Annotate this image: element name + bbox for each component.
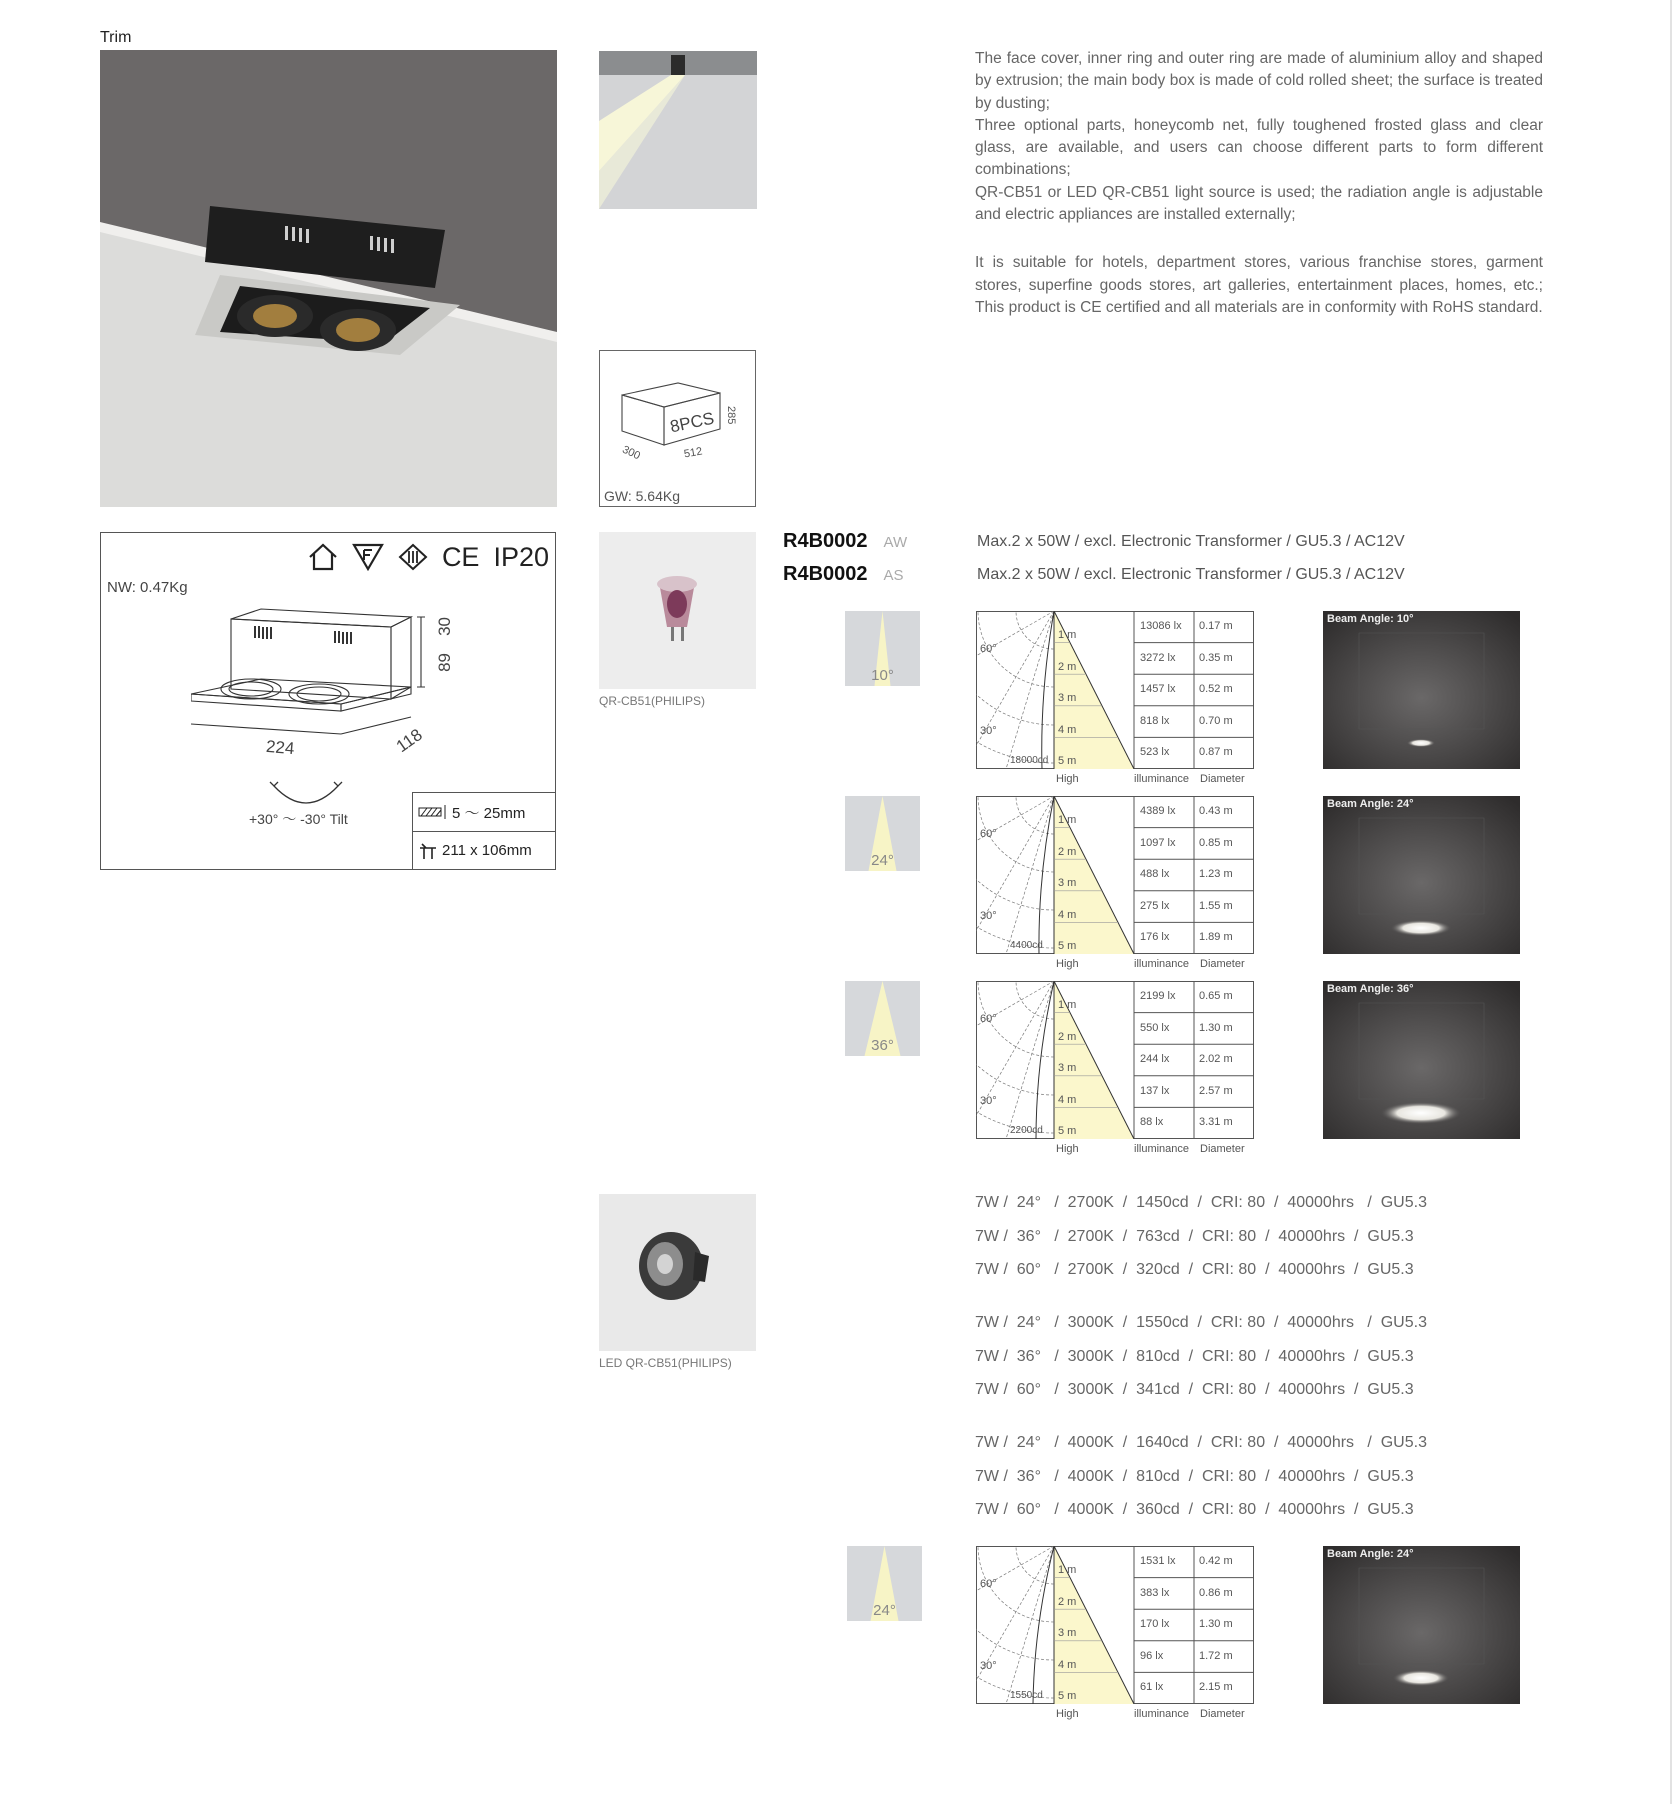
distance-label: 3 m — [1058, 1627, 1077, 1640]
dimension-length: 224 — [265, 736, 296, 759]
indoor-house-icon — [308, 543, 338, 571]
led-spec-line: 7W / 24° / 4000K / 1640cd / CRI: 80 / 40000hrs / GU5.3 — [975, 1434, 1427, 1451]
model-suffix: AW — [883, 534, 908, 551]
illuminance-value: 818 lx — [1140, 714, 1170, 727]
illuminance-value: 137 lx — [1140, 1084, 1170, 1097]
description-paragraph: QR-CB51 or LED QR-CB51 light source is used; the radiation angle is adjustable and electric appliances are installed externally; — [975, 183, 1543, 224]
distance-label: 4 m — [1058, 1093, 1077, 1106]
tilt-range: +30° ～ -30° Tilt — [249, 811, 348, 827]
ce-mark: CE — [441, 541, 480, 572]
photometric-table — [976, 1546, 1254, 1720]
led-spec-line: 7W / 60° / 2700K / 320cd / CRI: 80 / 40000hrs / GU5.3 — [975, 1261, 1414, 1278]
beam-angle-photo — [1323, 796, 1520, 954]
photometric-table — [976, 611, 1254, 785]
distance-label: 1 m — [1058, 814, 1077, 826]
net-weight: NW: 0.47Kg — [107, 579, 188, 596]
model-suffix: AS — [883, 567, 904, 584]
distance-label: 1 m — [1058, 999, 1077, 1011]
illuminance-value: 170 lx — [1140, 1618, 1170, 1631]
distance-label: 1 m — [1058, 1564, 1077, 1576]
lamp-photo — [599, 532, 756, 689]
high-label: High — [1056, 773, 1079, 785]
angle-30-label: 30° — [980, 1660, 997, 1672]
photometric-table — [976, 796, 1254, 970]
diameter-value: 2.57 m — [1199, 1084, 1233, 1097]
dimension-height-b: 89 — [435, 653, 454, 672]
distance-label: 2 m — [1058, 1030, 1077, 1043]
diameter-value: 0.65 m — [1199, 990, 1233, 1002]
carton-box — [599, 350, 756, 507]
beam-angle-photo — [1323, 611, 1520, 769]
model-spec-aw: Max.2 x 50W / excl. Electronic Transformer / GU5.3 / AC12V — [977, 533, 1405, 550]
certifications — [308, 539, 549, 575]
led-spec-line: 7W / 60° / 3000K / 341cd / CRI: 80 / 40000hrs / GU5.3 — [975, 1381, 1414, 1398]
diameter-value: 0.52 m — [1199, 683, 1233, 696]
gross-weight: GW: 5.64Kg — [604, 488, 681, 504]
led-spec-line: 7W / 36° / 2700K / 763cd / CRI: 80 / 40000hrs / GU5.3 — [975, 1228, 1414, 1245]
diameter-value: 1.55 m — [1199, 899, 1233, 912]
illuminance-value: 275 lx — [1140, 899, 1170, 912]
diameter-value: 0.35 m — [1199, 651, 1233, 664]
diameter-value: 1.89 m — [1199, 931, 1233, 944]
illuminance-value: 3272 lx — [1140, 651, 1176, 664]
high-label: High — [1056, 958, 1079, 970]
distance-label: 2 m — [1058, 1595, 1077, 1608]
illuminance-value: 4389 lx — [1140, 805, 1176, 817]
ceiling-thickness-value: 5 ～ 25mm — [452, 804, 526, 822]
ceiling-thickness-icon — [418, 804, 448, 820]
beam-angle-photo — [1323, 1546, 1520, 1704]
beam-angle-title: Beam Angle: 24° — [1327, 798, 1414, 810]
cutout-size-value: 211 x 106mm — [442, 842, 532, 859]
beam-angle-icon-label: 10° — [871, 667, 894, 684]
illuminance-value: 383 lx — [1140, 1586, 1170, 1599]
ip-rating: IP20 — [493, 541, 549, 572]
page-edge — [1670, 0, 1672, 1804]
dimension-height-a: 30 — [435, 617, 454, 636]
illuminance-value: 88 lx — [1140, 1116, 1164, 1129]
diameter-value: 2.15 m — [1199, 1681, 1233, 1694]
peak-intensity-label: 1550cd — [1010, 1690, 1043, 1701]
dimension-width: 118 — [392, 725, 426, 757]
model-code-as — [783, 563, 904, 586]
distance-label: 5 m — [1058, 1690, 1077, 1703]
distance-label: 2 m — [1058, 660, 1077, 673]
ceiling-thickness — [413, 793, 555, 831]
high-label: High — [1056, 1143, 1079, 1155]
description-paragraph: Three optional parts, honeycomb net, fully toughened frosted glass and clear glass, are available, and users can choose different parts to form different combinations; — [975, 116, 1543, 179]
angle-60-label: 60° — [980, 1013, 997, 1025]
carton-dim-b: 512 — [683, 445, 704, 461]
diameter-value: 0.43 m — [1199, 805, 1233, 817]
angle-30-label: 30° — [980, 1095, 997, 1107]
diameter-value: 1.23 m — [1199, 868, 1233, 881]
led-spec-line: 7W / 24° / 3000K / 1550cd / CRI: 80 / 40000hrs / GU5.3 — [975, 1314, 1427, 1331]
diameter-value: 0.85 m — [1199, 836, 1233, 849]
beam-angle-icon — [845, 981, 920, 1056]
diameter-value: 0.17 m — [1199, 620, 1233, 632]
beam-angle-photo — [1323, 981, 1520, 1139]
diameter-value: 0.42 m — [1199, 1555, 1233, 1567]
trim-label: Trim — [100, 29, 132, 46]
lamp-caption: QR-CB51(PHILIPS) — [599, 694, 706, 708]
beam-angle-icon — [845, 611, 920, 686]
illuminance-value: 2199 lx — [1140, 990, 1176, 1002]
beam-angle-title: Beam Angle: 36° — [1327, 983, 1414, 995]
photometric-table — [976, 981, 1254, 1155]
illuminance-value: 523 lx — [1140, 746, 1170, 759]
distance-label: 5 m — [1058, 1125, 1077, 1138]
distance-label: 1 m — [1058, 629, 1077, 641]
cutout-icon — [418, 842, 438, 860]
diameter-label: Diameter — [1200, 1143, 1245, 1155]
illuminance-value: 176 lx — [1140, 931, 1170, 944]
angle-60-label: 60° — [980, 643, 997, 655]
tilt-arrow-icon — [266, 778, 346, 810]
diameter-value: 1.30 m — [1199, 1618, 1233, 1631]
beam-angle-title: Beam Angle: 10° — [1327, 613, 1414, 625]
spec-box — [100, 532, 556, 870]
distance-label: 2 m — [1058, 845, 1077, 858]
carton-dim-c: 285 — [725, 406, 737, 425]
illuminance-label: illuminance — [1134, 1708, 1190, 1720]
distance-label: 3 m — [1058, 692, 1077, 705]
fixture-drawing — [191, 589, 451, 794]
illuminance-value: 1531 lx — [1140, 1555, 1176, 1567]
peak-intensity-label: 18000cd — [1010, 755, 1049, 766]
model-code: R4B0002 — [783, 530, 868, 552]
diameter-value: 1.30 m — [1199, 1021, 1233, 1034]
beam-angle-icon — [845, 796, 920, 871]
peak-intensity-label: 4400cd — [1010, 940, 1043, 951]
diameter-value: 1.72 m — [1199, 1649, 1233, 1662]
led-spec-line: 7W / 60° / 4000K / 360cd / CRI: 80 / 40000hrs / GU5.3 — [975, 1501, 1414, 1518]
distance-label: 4 m — [1058, 1658, 1077, 1671]
product-photo — [100, 50, 557, 507]
description-paragraph: It is suitable for hotels, department stores, various franchise stores, garment stores, superfine goods stores, art galleries, entertainment places, homes, etc.; This product is CE certified and all materials are in conformity with RoHS standard. — [975, 254, 1543, 316]
beam-angle-title: Beam Angle: 24° — [1327, 1548, 1414, 1560]
illuminance-value: 1457 lx — [1140, 683, 1176, 696]
led-spec-line: 7W / 36° / 3000K / 810cd / CRI: 80 / 40000hrs / GU5.3 — [975, 1348, 1414, 1365]
distance-label: 3 m — [1058, 877, 1077, 890]
led-lamp-caption: LED QR-CB51(PHILIPS) — [599, 1356, 732, 1370]
illuminance-value: 488 lx — [1140, 868, 1170, 881]
model-code-aw — [783, 530, 907, 553]
illuminance-value: 96 lx — [1140, 1649, 1164, 1662]
carton-dim-a: 300 — [620, 443, 643, 463]
diameter-value: 0.86 m — [1199, 1586, 1233, 1599]
model-spec-as: Max.2 x 50W / excl. Electronic Transformer / GU5.3 / AC12V — [977, 566, 1405, 583]
led-spec-line: 7W / 24° / 2700K / 1450cd / CRI: 80 / 40000hrs / GU5.3 — [975, 1194, 1427, 1211]
illuminance-label: illuminance — [1134, 958, 1190, 970]
product-description — [975, 48, 1543, 319]
illuminance-value: 1097 lx — [1140, 836, 1176, 849]
beam-angle-icon-label: 24° — [871, 852, 894, 869]
led-lamp-photo — [599, 1194, 756, 1351]
diameter-label: Diameter — [1200, 1708, 1245, 1720]
angle-30-label: 30° — [980, 725, 997, 737]
angle-60-label: 60° — [980, 1578, 997, 1590]
cutout-size — [413, 831, 555, 869]
distance-label: 4 m — [1058, 908, 1077, 921]
model-code: R4B0002 — [783, 563, 868, 585]
distance-label: 4 m — [1058, 723, 1077, 736]
beam-direction-thumbnail — [599, 51, 757, 209]
diameter-value: 0.70 m — [1199, 714, 1233, 727]
diameter-label: Diameter — [1200, 958, 1245, 970]
beam-angle-icon — [847, 1546, 922, 1621]
illuminance-value: 61 lx — [1140, 1681, 1164, 1694]
distance-label: 5 m — [1058, 940, 1077, 953]
diameter-value: 0.87 m — [1199, 746, 1233, 759]
distance-label: 3 m — [1058, 1062, 1077, 1075]
diameter-value: 3.31 m — [1199, 1116, 1233, 1129]
beam-angle-icon-label: 24° — [873, 1602, 896, 1619]
illuminance-label: illuminance — [1134, 773, 1190, 785]
led-spec-line: 7W / 36° / 4000K / 810cd / CRI: 80 / 40000hrs / GU5.3 — [975, 1468, 1414, 1485]
class-iii-icon — [398, 543, 428, 571]
illuminance-value: 13086 lx — [1140, 620, 1182, 632]
description-paragraph: The face cover, inner ring and outer ring are made of aluminium alloy and shaped by extrusion; the main body box is made of cold rolled sheet; the surface is treated by dusting; — [975, 50, 1543, 112]
illuminance-value: 550 lx — [1140, 1021, 1170, 1034]
illuminance-label: illuminance — [1134, 1143, 1190, 1155]
diameter-label: Diameter — [1200, 773, 1245, 785]
peak-intensity-label: 2200cd — [1010, 1125, 1043, 1136]
diameter-value: 2.02 m — [1199, 1053, 1233, 1066]
install-specs — [412, 792, 555, 869]
angle-30-label: 30° — [980, 910, 997, 922]
high-label: High — [1056, 1708, 1079, 1720]
angle-60-label: 60° — [980, 828, 997, 840]
distance-label: 5 m — [1058, 755, 1077, 768]
beam-angle-icon-label: 36° — [871, 1037, 894, 1054]
illuminance-value: 244 lx — [1140, 1053, 1170, 1066]
carton-pcs: 8PCS — [668, 408, 716, 437]
f-mark-icon — [352, 543, 384, 571]
